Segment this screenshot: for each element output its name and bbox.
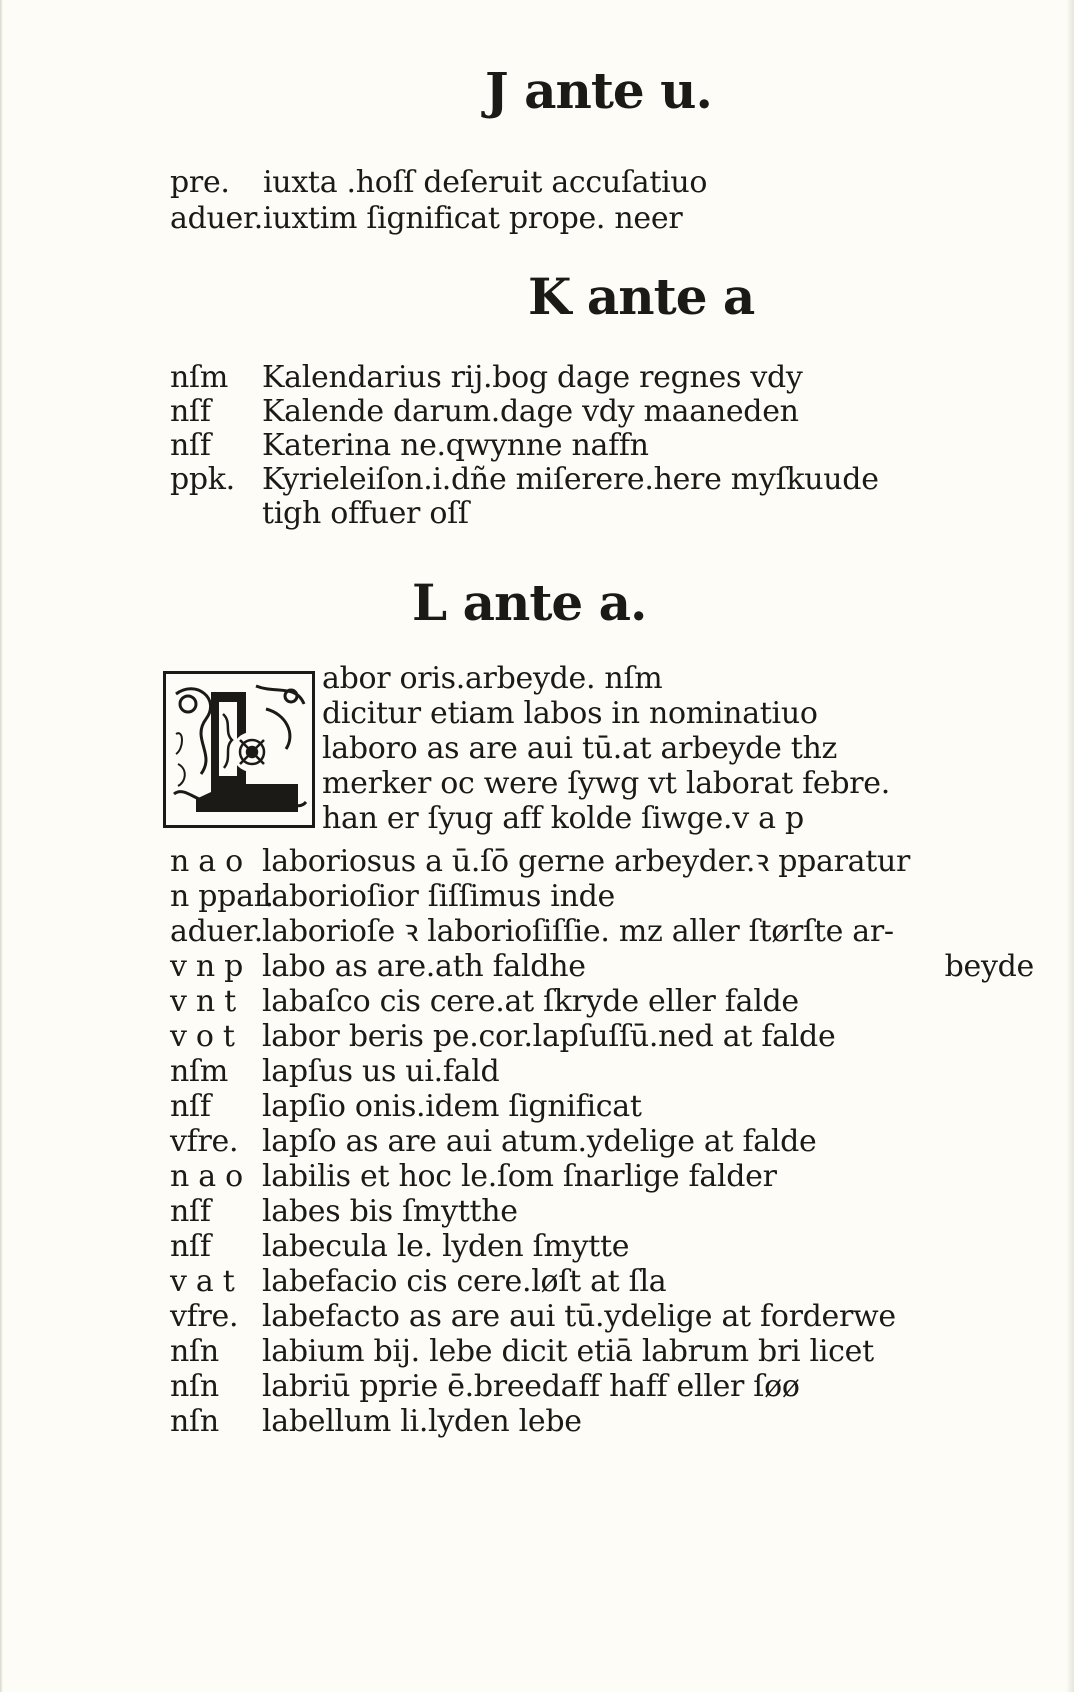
dictionary-entry: laborioſe ꝛ laborioſiſſie. mz aller ſtørſte ar-: [262, 914, 894, 949]
grammar-abbreviation: nſf: [170, 394, 211, 429]
dictionary-entry: labellum li.lyden lebe: [262, 1404, 582, 1439]
dictionary-line: [170, 985, 1034, 1019]
grammar-abbreviation: nſn: [170, 1404, 219, 1439]
initial-block-line: merker oc were ſywg vt laborat febre.: [322, 766, 890, 801]
dictionary-entry: lapſus us ui.fald: [262, 1054, 500, 1089]
grammar-abbreviation: nſn: [170, 1334, 219, 1369]
dictionary-line: [170, 1405, 1034, 1439]
dictionary-line: [170, 1265, 1034, 1299]
dictionary-line: [170, 361, 1034, 395]
dictionary-line: [170, 845, 1034, 879]
dictionary-line: [170, 463, 1034, 497]
grammar-abbreviation: pre.: [170, 165, 230, 200]
dictionary-line: [170, 166, 1034, 200]
grammar-abbreviation: v o t: [170, 1019, 235, 1054]
dictionary-entry: labium bij. lebe dicit etiā labrum bri licet: [262, 1334, 874, 1369]
dictionary-entry: laboriosus a ū.ſō gerne arbeyder.ꝛ pparatur: [262, 844, 911, 879]
grammar-abbreviation: n ppar.: [170, 879, 274, 914]
dictionary-entry: labefacio cis cere.løſt at ſla: [262, 1264, 667, 1299]
decorated-initial-l: [163, 671, 315, 828]
grammar-abbreviation: aduer.: [170, 914, 263, 949]
dictionary-line: [170, 1090, 1034, 1124]
dictionary-entry: lapſo as are aui atum.ydelige at falde: [262, 1124, 817, 1159]
woodcut-initial-icon: [166, 674, 312, 825]
grammar-abbreviation: v a t: [170, 1264, 235, 1299]
dictionary-entry: labecula le. lyden ſmytte: [262, 1229, 630, 1264]
grammar-abbreviation: nſn: [170, 1369, 219, 1404]
dictionary-line: [170, 202, 1034, 236]
dictionary-line: [170, 1125, 1034, 1159]
grammar-abbreviation: vfre.: [170, 1299, 239, 1334]
initial-block-line: han er ſyug aff kolde ſiwge.v a p: [322, 801, 804, 836]
dictionary-line: [170, 497, 1034, 531]
dictionary-line: [170, 1195, 1034, 1229]
initial-block-line: abor oris.arbeyde. nſm: [322, 661, 663, 696]
grammar-abbreviation: ppk.: [170, 462, 235, 497]
grammar-abbreviation: vfre.: [170, 1124, 239, 1159]
dictionary-entry: Kalende darum.dage vdy maaneden: [262, 394, 799, 429]
grammar-abbreviation: nſf: [170, 1194, 211, 1229]
grammar-abbreviation: n a o: [170, 1159, 243, 1194]
grammar-abbreviation: nſf: [170, 1229, 211, 1264]
grammar-abbreviation: nſf: [170, 1089, 211, 1124]
dictionary-line: [170, 429, 1034, 463]
dictionary-entry: iuxtim ſignificat prope. neer: [263, 201, 683, 236]
initial-block-line: laboro as are aui tū.at arbeyde thz: [322, 731, 838, 766]
dictionary-entry: tigh offuer oſſ: [262, 496, 469, 531]
dictionary-entry: labor beris pe.cor.lapſuſſū.ned at falde: [262, 1019, 836, 1054]
dictionary-line: [170, 1370, 1034, 1404]
dictionary-line: [170, 1160, 1034, 1194]
dictionary-entry: Kyrieleiſon.i.dñe miſerere.here myſkuude: [262, 462, 879, 497]
grammar-abbreviation: nſm: [170, 1054, 228, 1089]
dictionary-line: [170, 1300, 1034, 1334]
dictionary-line: [170, 950, 1034, 984]
dictionary-entry: iuxta .hoſſ deſeruit accuſatiuo: [263, 165, 708, 200]
grammar-abbreviation: aduer.: [170, 201, 263, 236]
heading-k-ante-a: K ante a: [528, 267, 755, 326]
dictionary-entry: labriū pprie ē.breedaff haff eller ſøø: [262, 1369, 800, 1404]
dictionary-line: [170, 915, 1034, 949]
dictionary-entry: lapſio onis.idem ſignificat: [262, 1089, 642, 1124]
dictionary-entry: Kalendarius rij.bog dage regnes vdy: [262, 360, 803, 395]
grammar-abbreviation: nſm: [170, 360, 228, 395]
grammar-abbreviation: n a o: [170, 844, 243, 879]
dictionary-line: [170, 395, 1034, 429]
dictionary-line: [170, 880, 1034, 914]
dictionary-entry: labefacto as are aui tū.ydelige at forderwe: [262, 1299, 896, 1334]
page-edge-right: [1066, 0, 1074, 1692]
grammar-abbreviation: v n t: [170, 984, 236, 1019]
grammar-abbreviation: v n p: [170, 949, 244, 984]
grammar-abbreviation: nſf: [170, 428, 211, 463]
page-edge-left: [0, 0, 3, 1692]
dictionary-line: [170, 1020, 1034, 1054]
dictionary-entry: labilis et hoc le.ſom ſnarlige falder: [262, 1159, 777, 1194]
dictionary-entry: labaſco cis cere.at ſkryde eller falde: [262, 984, 799, 1019]
initial-block-line: dicitur etiam labos in nominatiuo: [322, 696, 818, 731]
dictionary-line: [170, 1230, 1034, 1264]
dictionary-line: [170, 1335, 1034, 1369]
dictionary-entry: Katerina ne.qwynne naffn: [262, 428, 649, 463]
dictionary-line: [170, 1055, 1034, 1089]
heading-j-ante-u: J ante u.: [485, 61, 712, 120]
carried-over-word: beyde: [944, 949, 1034, 984]
dictionary-entry: labes bis ſmytthe: [262, 1194, 518, 1229]
dictionary-entry: labo as are.ath faldhe: [262, 949, 586, 984]
dictionary-entry: laborioſior ſiſſimus inde: [262, 879, 615, 914]
heading-l-ante-a: L ante a.: [412, 573, 647, 632]
